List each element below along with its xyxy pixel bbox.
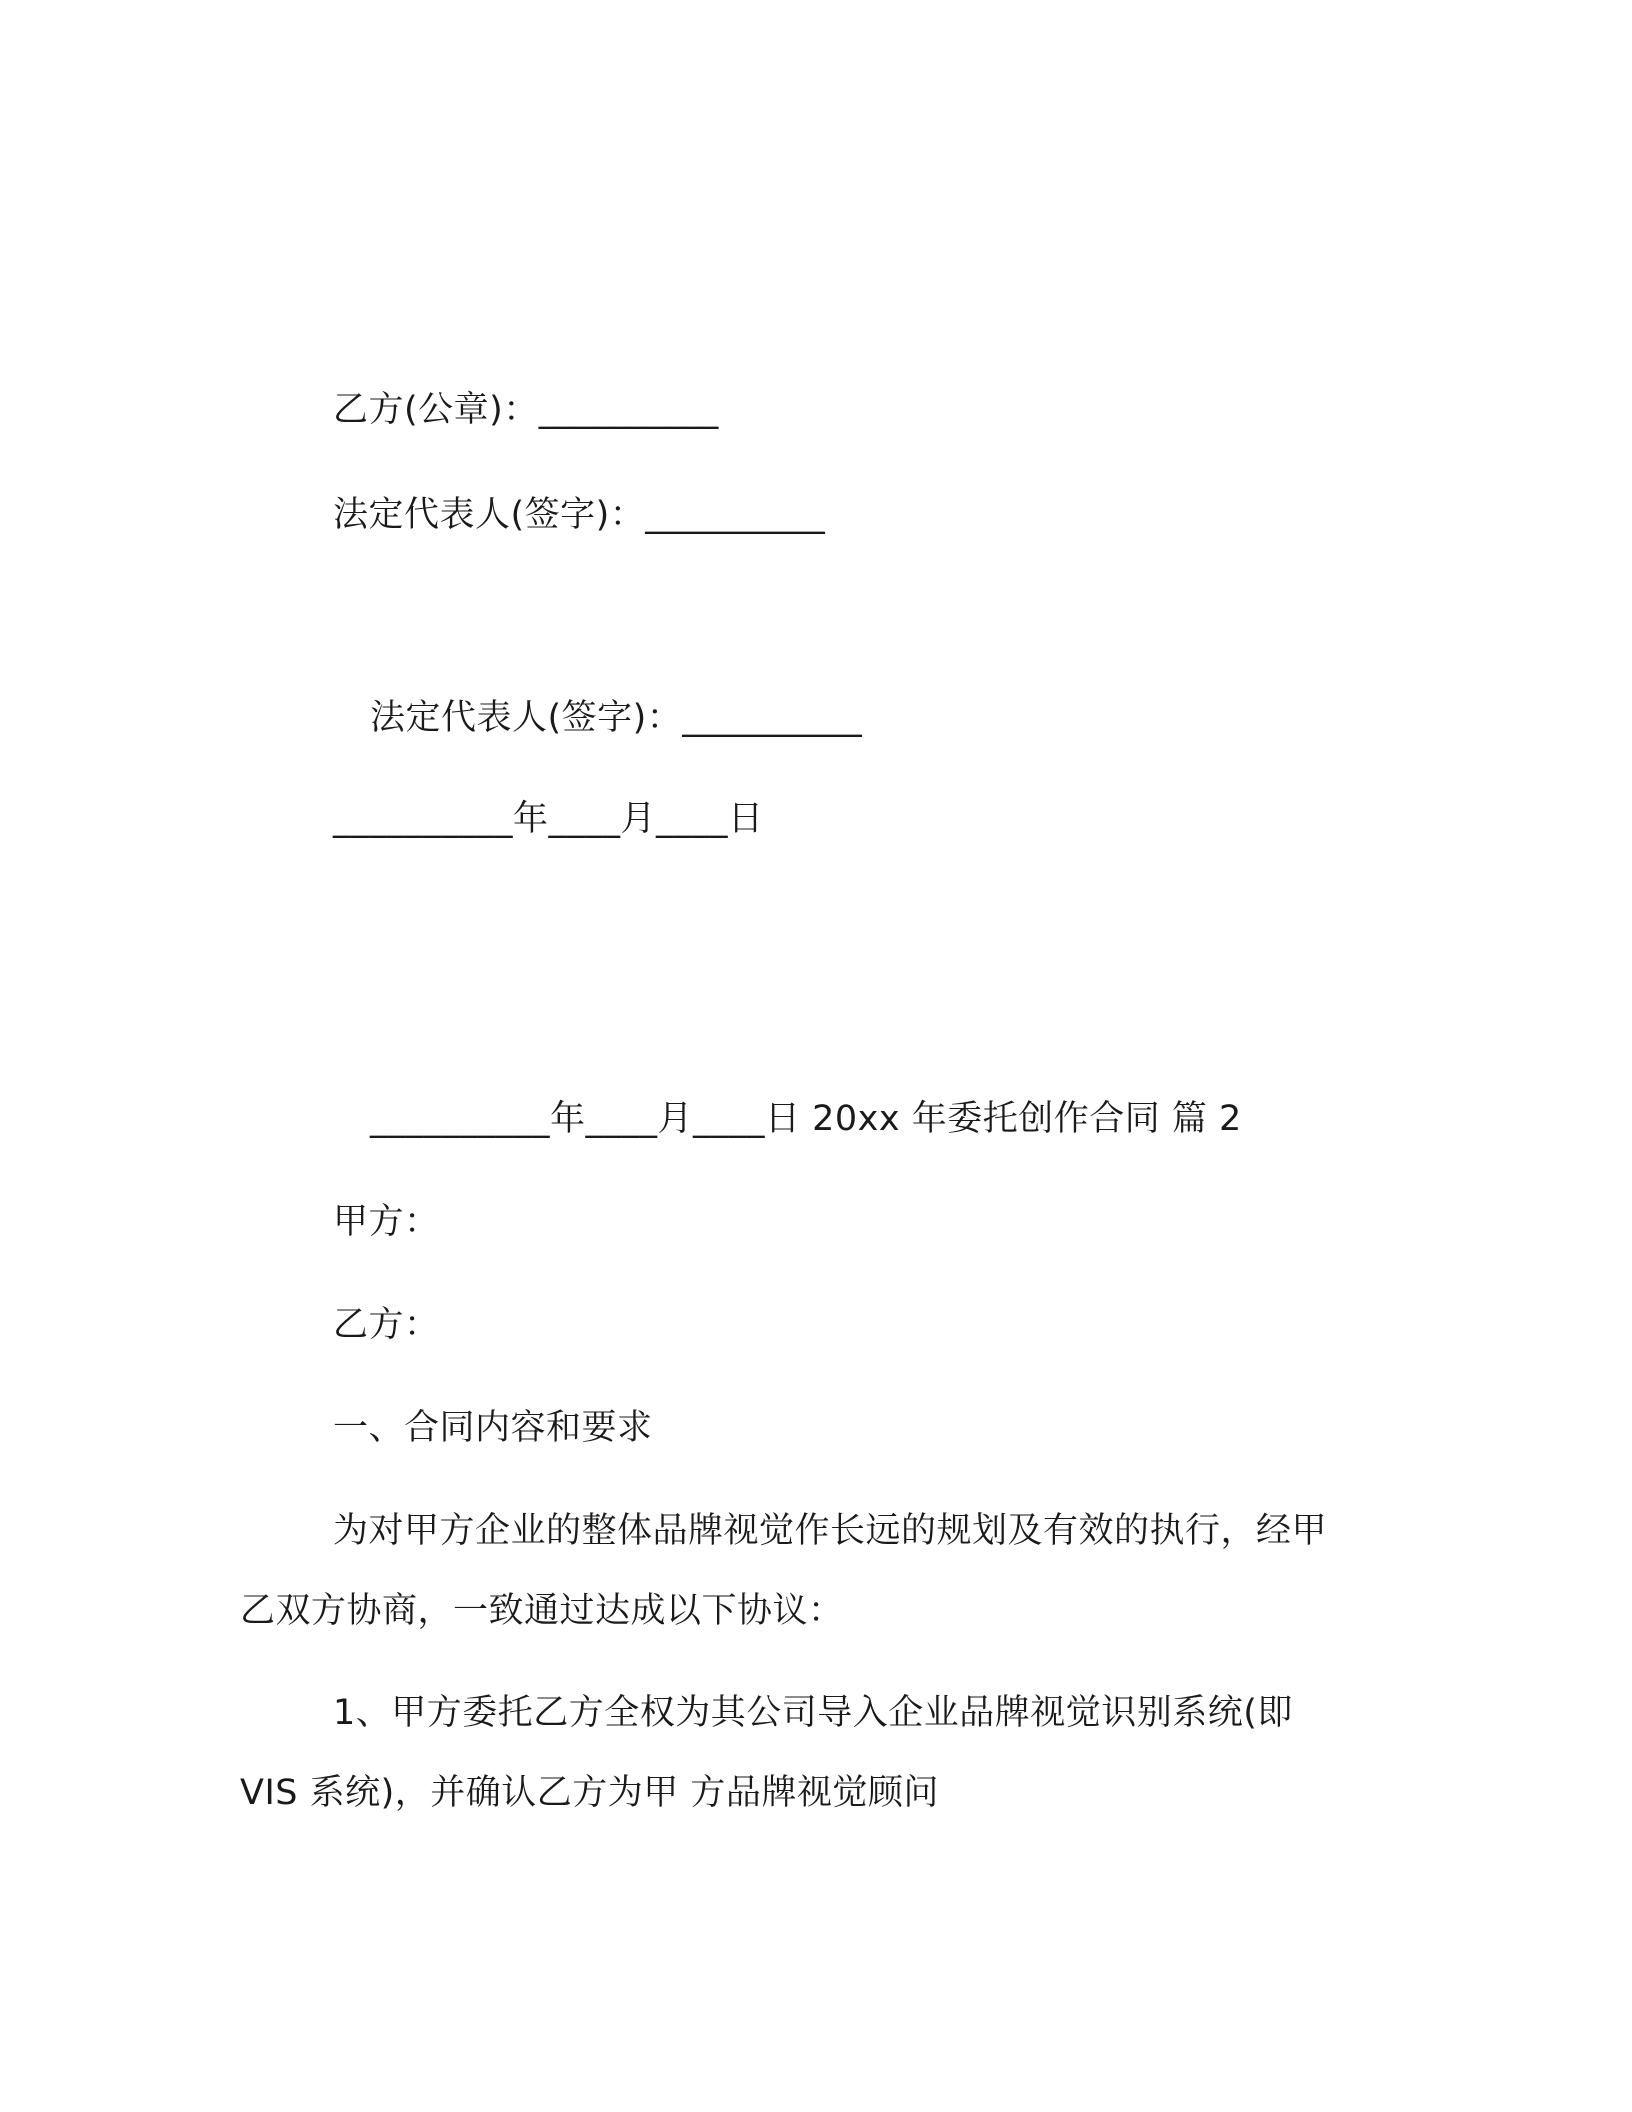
party-b-seal-line: 乙方(公章)：__________ <box>333 390 719 430</box>
clause-line: VIS 系统)，并确认乙方为甲 方品牌视觉顾问 <box>240 1773 939 1813</box>
date-line: __________年____月____日 <box>333 799 764 839</box>
section-heading: 一、合同内容和要求 <box>333 1408 653 1448</box>
legal-rep-signature-line-2: 法定代表人(签字)：__________ <box>370 698 863 738</box>
paragraph-line: 乙双方协商，一致通过达成以下协议： <box>240 1591 844 1631</box>
clause-line: 1、甲方委托乙方全权为其公司导入企业品牌视觉识别系统(即 <box>333 1693 1293 1733</box>
contract-title-line: __________年____月____日 20xx 年委托创作合同 篇 2 <box>370 1099 1242 1139</box>
party-a-label: 甲方： <box>333 1202 440 1242</box>
paragraph-line: 为对甲方企业的整体品牌视觉作长远的规划及有效的执行，经甲 <box>333 1511 1328 1551</box>
legal-rep-signature-line: 法定代表人(签字)：__________ <box>333 495 826 535</box>
party-b-label: 乙方： <box>333 1305 440 1345</box>
